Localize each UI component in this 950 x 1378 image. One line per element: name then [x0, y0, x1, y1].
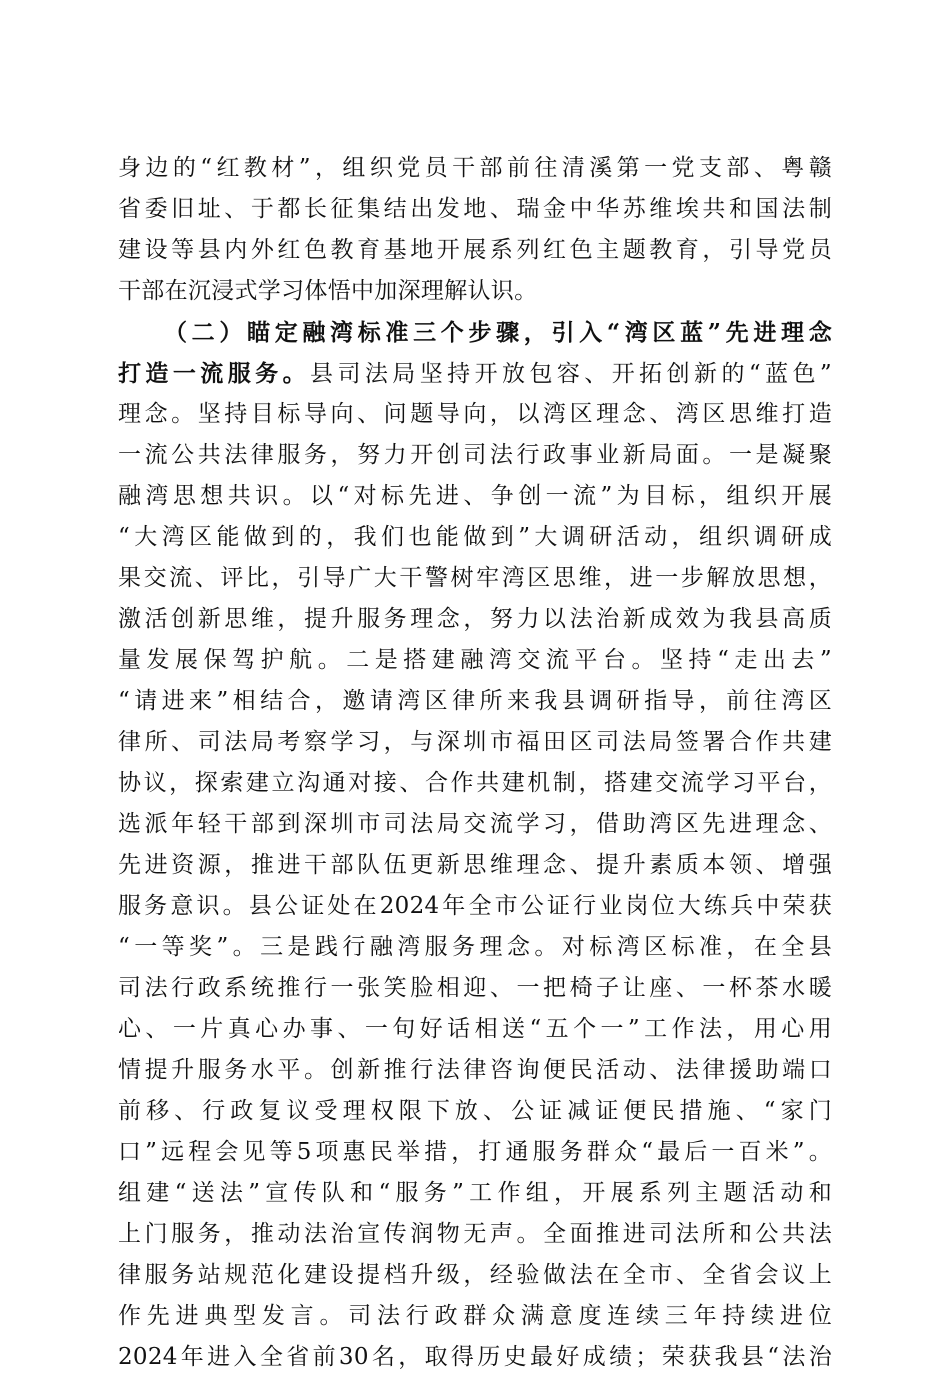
paragraph-2-heading-tail: 打造一流服务。 [118, 360, 311, 387]
paragraph-2-line-13: 选派年轻干部到深圳市司法局交流学习，借助湾区先进理念、 [118, 811, 832, 837]
document-body [118, 148, 832, 1378]
paragraph-2-line-2 [118, 353, 832, 394]
paragraph-2-line-11: 律所、司法局考察学习，与深圳市福田区司法局签署合作共建 [118, 729, 832, 755]
paragraph-2-line-21: 口”远程会见等5项惠民举措，打通服务群众“最后一百米”。 [118, 1139, 832, 1165]
paragraph-2-line-18: 心、一片真心办事、一句好话相送“五个一”工作法，用心用 [118, 1016, 832, 1042]
paragraph-2-line-20: 前移、行政复议受理权限下放、公证减证便民措施、“家门 [118, 1098, 832, 1124]
paragraph-2-line-23: 上门服务，推动法治宣传润物无声。全面推进司法所和公共法 [118, 1221, 832, 1247]
paragraph-1-line-4: 干部在沉浸式学习体悟中加深理解认识。 [118, 278, 538, 304]
paragraph-2-line-10: “请进来”相结合，邀请湾区律所来我县调研指导，前往湾区 [118, 688, 832, 714]
paragraph-2-line-19: 情提升服务水平。创新推行法律咨询便民活动、法律援助端口 [118, 1057, 832, 1083]
paragraph-2-line-22: 组建“送法”宣传队和“服务”工作组，开展系列主题活动和 [118, 1180, 832, 1206]
paragraph-2-line-6: “大湾区能做到的，我们也能做到”大调研活动，组织调研成 [118, 524, 832, 550]
paragraph-2-line-8: 激活创新思维，提升服务理念，努力以法治新成效为我县高质 [118, 606, 832, 632]
paragraph-2-line-5: 融湾思想共识。以“对标先进、争创一流”为目标，组织开展 [118, 483, 832, 509]
paragraph-2-line-14: 先进资源，推进干部队伍更新思维理念、提升素质本领、增强 [118, 852, 832, 878]
paragraph-1-line-2: 省委旧址、于都长征集结出发地、瑞金中华苏维埃共和国法制 [118, 196, 832, 222]
paragraph-2-line-12: 协议，探索建立沟通对接、合作共建机制，搭建交流学习平台， [118, 770, 832, 796]
paragraph-2-heading-line: （二）瞄定融湾标准三个步骤，引入“湾区蓝”先进理念 [164, 319, 832, 346]
paragraph-2-line-4: 一流公共法律服务，努力开创司法行政事业新局面。一是凝聚 [118, 442, 832, 468]
paragraph-1-line-3: 建设等县内外红色教育基地开展系列红色主题教育，引导党员 [118, 237, 832, 263]
paragraph-2-line-2-text: 县司法局坚持开放包容、开拓创新的“蓝色” [310, 361, 832, 387]
paragraph-2-line-3: 理念。坚持目标导向、问题导向，以湾区理念、湾区思维打造 [118, 401, 832, 427]
paragraph-2-line-15: 服务意识。县公证处在2024年全市公证行业岗位大练兵中荣获 [118, 893, 832, 919]
paragraph-2-line-17: 司法行政系统推行一张笑脸相迎、一把椅子让座、一杯茶水暖 [118, 975, 832, 1001]
paragraph-2-line-7: 果交流、评比，引导广大干警树牢湾区思维，进一步解放思想， [118, 565, 832, 591]
paragraph-1-line-1: 身边的“红教材”，组织党员干部前往清溪第一党支部、粤赣 [118, 155, 832, 181]
paragraph-2-line-25: 作先进典型发言。司法行政群众满意度连续三年持续进位 [118, 1303, 832, 1329]
paragraph-2-line-9: 量发展保驾护航。二是搭建融湾交流平台。坚持“走出去” [118, 647, 832, 673]
paragraph-2-line-24: 律服务站规范化建设提档升级，经验做法在全市、全省会议上 [118, 1262, 832, 1288]
paragraph-2-line-16: “一等奖”。三是践行融湾服务理念。对标湾区标准，在全县 [118, 934, 832, 960]
paragraph-2-line-26: 2024年进入全省前30名，取得历史最好成绩；荣获我县“法治 [118, 1344, 832, 1370]
